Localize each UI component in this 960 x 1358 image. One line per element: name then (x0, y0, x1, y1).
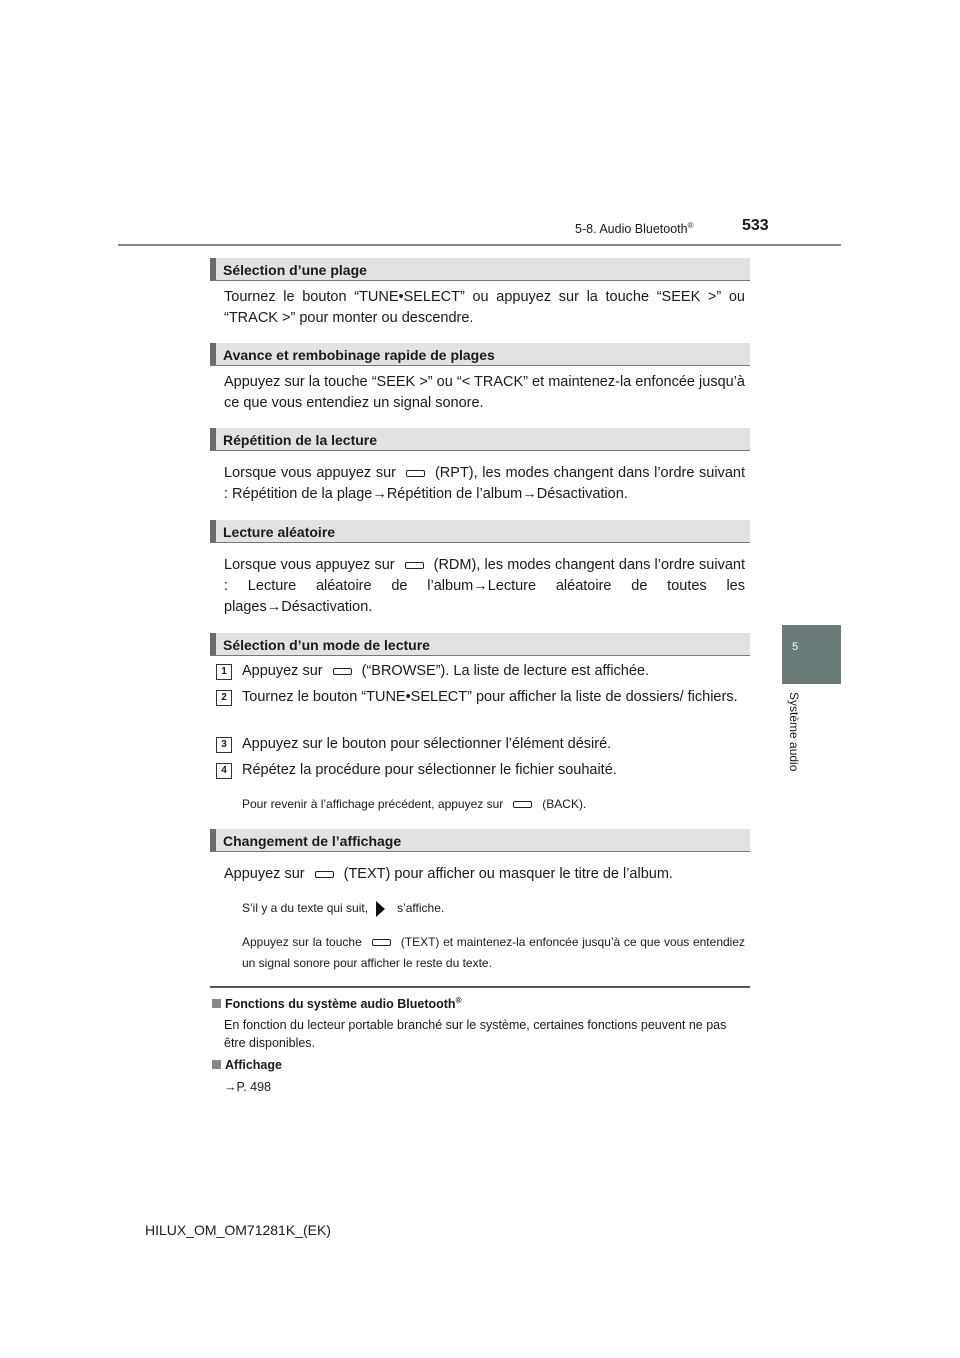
note-heading (212, 1058, 282, 1072)
button-icon (333, 668, 352, 675)
footer-code: HILUX_OM_OM71281K_(EK) (145, 1222, 331, 1238)
note-heading (212, 996, 461, 1011)
section-header (210, 829, 750, 852)
step-text: Répétez la procédure pour sélectionner le fichier souhaité. (242, 762, 617, 778)
text: (TEXT) et maintenez-la enfoncée jusqu’à ce que vous entendiez un signal sonore pour afficher le reste du texte. (242, 935, 746, 970)
step-text: Appuyez sur le bouton pour sélectionner l’élément désiré. (242, 736, 612, 752)
text: Affichage (225, 1058, 282, 1072)
text: s’affiche. (397, 901, 445, 915)
button-icon (513, 801, 532, 808)
text: (RPT), les modes changent dans l’ordre suivant : Répétition de la plage→Répétition de l’album→Désactivation. (224, 465, 745, 502)
text: Appuyez sur (242, 663, 323, 679)
button-icon (315, 871, 334, 878)
text: Lorsque vous appuyez sur (224, 557, 395, 573)
step-text: Tournez le bouton “TUNE•SELECT” pour afficher la liste de dossiers/ fichiers. (242, 689, 738, 705)
step-number: 3 (216, 737, 232, 753)
page-reference-link[interactable]: →P. 498 (224, 1080, 272, 1094)
chapter-tab[interactable] (782, 625, 841, 684)
section-title: Sélection d’une plage (223, 262, 367, 278)
text: Fonctions du système audio Bluetooth (225, 997, 456, 1012)
section-header (210, 633, 750, 656)
text: Lorsque vous appuyez sur (224, 465, 396, 481)
header-section-text: 5-8. Audio Bluetooth (575, 222, 688, 237)
page-number: 533 (742, 217, 769, 234)
notes-divider (210, 986, 750, 988)
paragraph: Appuyez sur la touche “SEEK >” ou “< TRACK” et maintenez-la enfoncée jusqu’à ce que vous entendiez un signal sonore. (224, 374, 745, 411)
section-title: Avance et rembobinage rapide de plages (223, 347, 495, 363)
note (242, 794, 745, 815)
section-title: Répétition de la lecture (223, 432, 378, 448)
section-title: Changement de l’affichage (223, 833, 402, 849)
step-number: 1 (216, 664, 232, 680)
section-header (210, 343, 750, 366)
chapter-label: Système audio (787, 692, 801, 772)
header-divider (118, 244, 841, 246)
paragraph (224, 463, 745, 505)
section-title: Lecture aléatoire (223, 524, 336, 540)
header-section (575, 221, 694, 236)
paragraph (224, 555, 745, 618)
square-bullet-icon (212, 1060, 221, 1069)
more-text-arrow-icon (376, 901, 385, 917)
text: S’il y a du texte qui suit, (242, 901, 369, 915)
text: Pour revenir à l’affichage précédent, appuyez sur (242, 797, 504, 811)
section-header (210, 520, 750, 543)
text: Appuyez sur (224, 866, 305, 882)
text: (“BROWSE”). La liste de lecture est affichée. (361, 663, 650, 679)
registered-mark: ® (687, 221, 694, 230)
paragraph (224, 864, 745, 885)
note-text: En fonction du lecteur portable branché sur le système, certaines fonctions peuvent ne pas être disponibles. (224, 1018, 727, 1050)
button-icon (372, 939, 391, 946)
step-number: 2 (216, 690, 232, 706)
text: (TEXT) pour afficher ou masquer le titre de l’album. (343, 866, 673, 882)
step-text (242, 661, 745, 682)
paragraph: Tournez le bouton “TUNE•SELECT” ou appuyez sur la touche “SEEK >” ou “TRACK >” pour monter ou descendre. (224, 289, 745, 326)
registered-mark: ® (455, 996, 462, 1005)
note (242, 898, 745, 919)
note (242, 932, 745, 974)
chapter-number: 5 (792, 641, 799, 653)
text: (BACK). (542, 797, 587, 811)
button-icon (405, 562, 424, 569)
section-title: Sélection d’un mode de lecture (223, 637, 430, 653)
text: (RDM), les modes changent dans l’ordre suivant : Lecture aléatoire de l’album→Lecture aléatoire de toutes les plages→Désactivation. (224, 557, 745, 615)
text: Appuyez sur la touche (242, 935, 362, 949)
section-header (210, 258, 750, 281)
square-bullet-icon (212, 999, 221, 1008)
step-number: 4 (216, 763, 232, 779)
button-icon (406, 470, 425, 477)
section-header (210, 428, 750, 451)
